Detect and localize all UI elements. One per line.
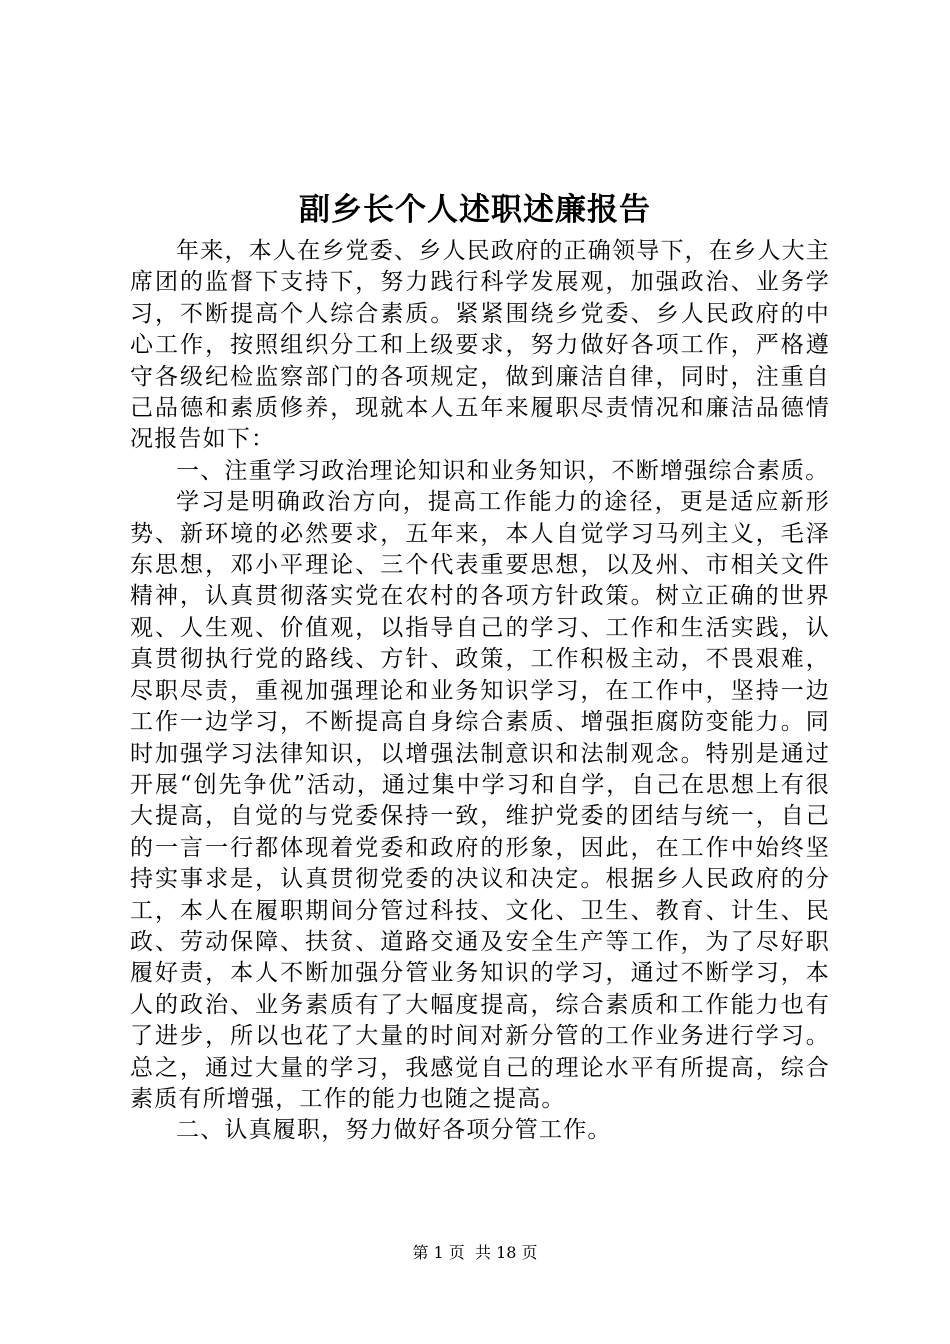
paragraph-intro: 年来，本人在乡党委、乡人民政府的正确领导下，在乡人大主席团的监督下支持下，努力践行科学发展观，加强政治、业务学习，不断提高个人综合素质。紧紧围绕乡党委、乡人民政府的中心工作，按照组织分工和上级要求，努力做好各项工作，严格遵守各级纪检监察部门的各项规定，做到廉洁自律，同时，注重自己品德和素质修养，现就本人五年来履职尽责情况和廉洁品德情况报告如下： bbox=[130, 238, 830, 453]
page-number: 第 1 页 bbox=[412, 1243, 465, 1262]
paragraph-heading-one: 一、注重学习政治理论知识和业务知识，不断增强综合素质。 bbox=[176, 457, 830, 484]
paragraph-study: 学习是明确政治方向，提高工作能力的途径，更是适应新形势、新环境的必然要求，五年来，本人自觉学习马列主义，毛泽东思想，邓小平理论、三个代表重要思想，以及州、市相关文件精神，认真贯彻落实党在农村的各项方针政策。树立正确的世界观、人生观、价值观，以指导自己的学习、工作和生活实践，认真贯彻执行党的路线、方针、政策，工作积极主动，不畏艰难，尽职尽责，重视加强理论和业务知识学习，在工作中，坚持一边工作一边学习，不断提高自身综合素质、增强拒腐防变能力。同时加强学习法律知识，以增强法制意识和法制观念。特别是通过开展“创先争优”活动，通过集中学习和自学，自己在思想上有很大提高，自觉的与党委保持一致，维护党委的团结与统一，自己的一言一行都体现着党委和政府的形象，因此，在工作中始终坚持实事求是，认真贯彻党委的决议和决定。根据乡人民政府的分工，本人在履职期间分管过科技、文化、卫生、教育、计生、民政、劳动保障、扶贫、道路交通及安全生产等工作，为了尽好职履好责，本人不断加强分管业务知识的学习，通过不断学习，本人的政治、业务素质有了大幅度提高，综合素质和工作能力也有了进步，所以也花了大量的时间对新分管的工作业务进行学习。总之，通过大量的学习，我感觉自己的理论水平有所提高，综合素质有所增强，工作的能力也随之提高。 bbox=[130, 489, 830, 1112]
paragraph-heading-two: 二、认真履职，努力做好各项分管工作。 bbox=[176, 1117, 612, 1144]
page-total: 共 18 页 bbox=[474, 1243, 538, 1262]
document-body bbox=[130, 236, 830, 1147]
document-title: 副乡长个人述职述廉报告 bbox=[299, 192, 651, 228]
page-footer bbox=[0, 1243, 950, 1263]
